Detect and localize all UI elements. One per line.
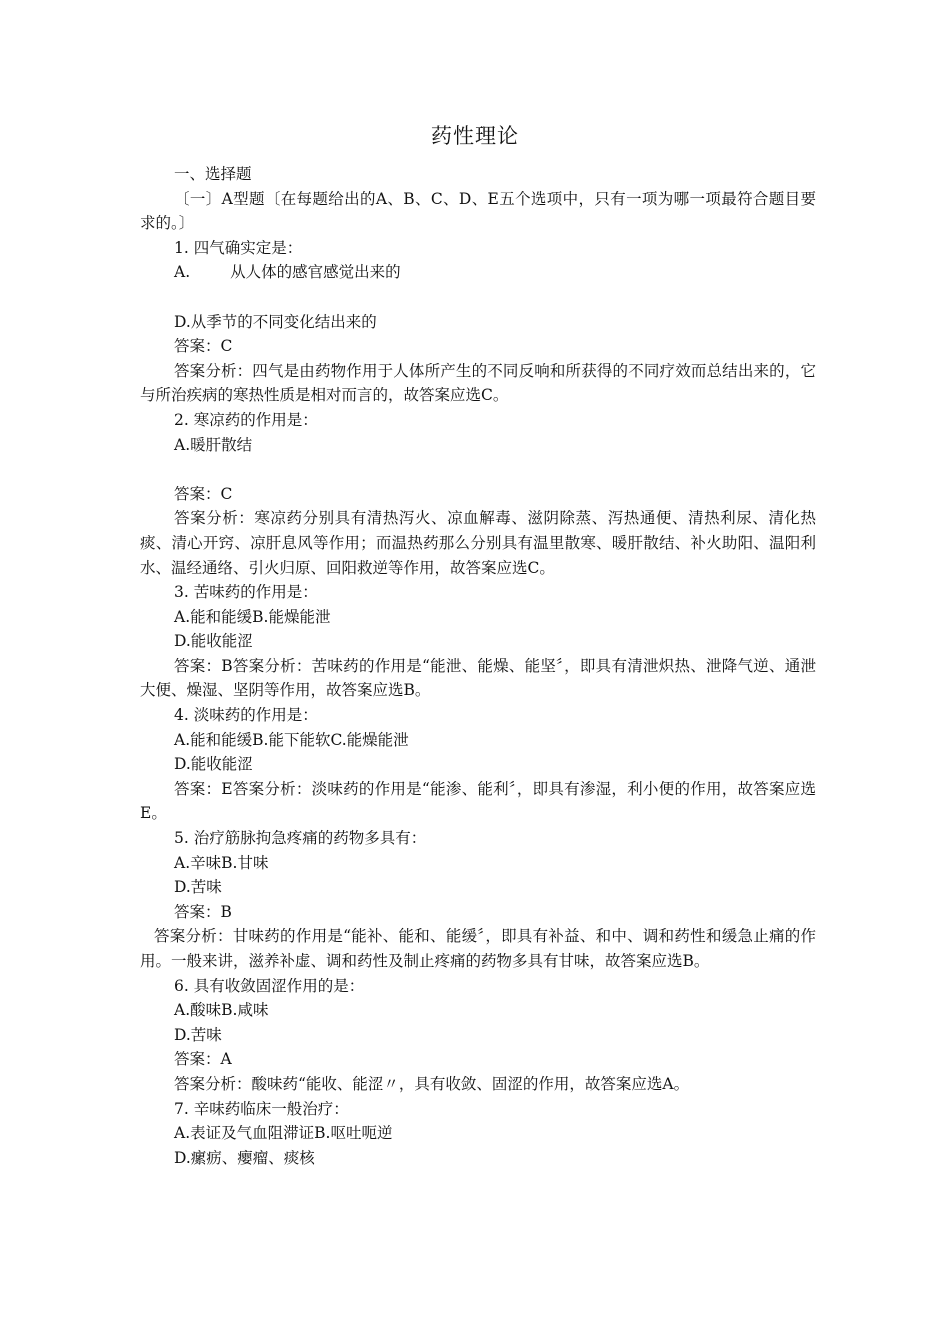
- question-2-answer: 答案：C: [174, 484, 233, 503]
- question-4-answer-analysis: 答案：E答案分析：淡味药的作用是“能渗、能利〞，即具有渗湿，利小便的作用，故答案应选E。: [140, 779, 816, 823]
- question-6: 6. 具有收敛固涩作用的是：: [174, 976, 365, 995]
- question-2: 2. 寒凉药的作用是：: [174, 410, 318, 429]
- question-1-option-d: D.从季节的不同变化结出来的: [174, 312, 377, 331]
- question-3: 3. 苦味药的作用是：: [174, 583, 318, 602]
- question-5-options-ab: A.辛味B.甘味: [174, 853, 269, 872]
- question-1: 1. 四气确实定是：: [174, 238, 303, 257]
- question-type-description: 〔一〕A型题〔在每题给出的A、B、C、D、E五个选项中，只有一项为哪一项最符合题目要求的。〕: [140, 189, 816, 233]
- question-5-analysis: 答案分析：甘味药的作用是“能补、能和、能缓〞，即具有补益、和中、调和药性和缓急止痛的作用。一般来讲，滋养补虚、调和药性及制止疼痛的药物多具有甘味，故答案应选B。: [140, 927, 816, 970]
- question-4-options-abc: A.能和能缓B.能下能软C.能燥能泄: [174, 730, 409, 749]
- question-6-answer: 答案：A: [174, 1050, 232, 1069]
- question-2-analysis: 答案分析：寒凉药分别具有清热泻火、凉血解毒、滋阴除蒸、泻热通便、清热利尿、清化热痰、清心开窍、凉肝息风等作用；而温热药那么分别具有温里散寒、暖肝散结、补火助阳、温阳利水、温经通络、引火归原、回阳救逆等作用，故答案应选C。: [140, 509, 816, 577]
- question-2-option-a: A.暖肝散结: [174, 435, 253, 454]
- question-7-option-d: D.瘰疬、瘿瘤、痰核: [174, 1148, 315, 1167]
- question-4-option-d: D.能收能涩: [174, 755, 253, 774]
- question-7-options-ab: A.表证及气血阻滞证B.呕吐呃逆: [174, 1124, 393, 1143]
- question-6-options-ab: A.酸味B.咸味: [174, 1001, 269, 1020]
- question-5-answer: 答案：B: [174, 902, 232, 921]
- question-7: 7. 辛味药临床一般治疗：: [174, 1099, 349, 1118]
- option-a-prefix: A.: [174, 263, 191, 282]
- question-1-option-a: [140, 260, 816, 285]
- question-6-option-d: D.苦味: [174, 1025, 222, 1044]
- question-1-answer: 答案：C: [174, 337, 233, 356]
- document-body: [140, 162, 816, 1170]
- section-heading: 一、选择题: [174, 165, 252, 183]
- question-3-option-d: D.能收能涩: [174, 632, 253, 651]
- page-title: 药性理论: [431, 124, 519, 148]
- question-3-options-ab: A.能和能缓B.能燥能泄: [174, 607, 331, 626]
- question-5: 5. 治疗筋脉拘急疼痛的药物多具有：: [174, 829, 427, 848]
- question-6-analysis: 答案分析：酸味药“能收、能涩〃，具有收敛、固涩的作用，故答案应选A。: [174, 1074, 690, 1093]
- question-1-analysis: 答案分析：四气是由药物作用于人体所产生的不同反响和所获得的不同疗效而总结出来的，它与所治疾病的寒热性质是相对而言的，故答案应选C。: [140, 361, 816, 405]
- question-4: 4. 淡味药的作用是：: [174, 706, 318, 725]
- question-3-answer-analysis: 答案：B答案分析：苦味药的作用是“能泄、能燥、能坚〞，即具有清泄炽热、泄降气逆、通泄大便、燥湿、坚阴等作用，故答案应选B。: [140, 656, 816, 700]
- question-5-option-d: D.苦味: [174, 878, 222, 897]
- option-a-text: 从人体的感官感觉出来的: [230, 263, 401, 282]
